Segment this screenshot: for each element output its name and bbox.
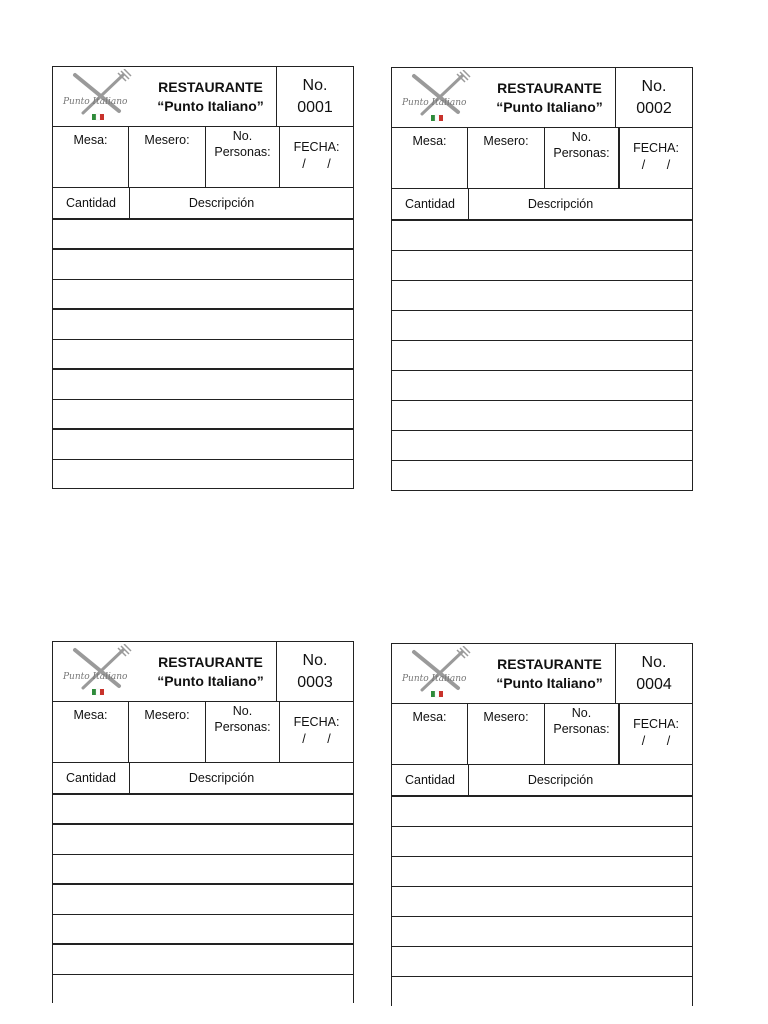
mesa-field[interactable] (53, 127, 129, 187)
ticket-info-row (392, 128, 692, 189)
restaurant-name (484, 644, 615, 703)
item-row[interactable] (392, 401, 692, 431)
mesa-field[interactable] (53, 702, 129, 762)
restaurant-title: RESTAURANTE (497, 655, 602, 672)
restaurant-subtitle: “Punto Italiano” (496, 674, 603, 691)
item-row[interactable] (53, 460, 353, 488)
ticket-number-label: No. (641, 77, 667, 95)
mesero-field[interactable] (129, 702, 206, 762)
personas-field[interactable] (206, 702, 279, 762)
ticket-number-label: No. (302, 651, 328, 669)
item-row[interactable] (392, 221, 692, 251)
ticket-header (392, 644, 692, 704)
restaurant-logo (392, 68, 484, 127)
restaurant-logo (392, 644, 484, 703)
ticket-info-row (53, 127, 353, 188)
personas-label-1: No. (571, 706, 592, 720)
item-row[interactable] (53, 975, 353, 1003)
items-header (53, 188, 353, 220)
item-row[interactable] (53, 220, 353, 250)
restaurant-name (484, 68, 615, 127)
ticket-number-box (276, 67, 353, 126)
item-row[interactable] (392, 461, 692, 490)
order-ticket (52, 641, 354, 1003)
item-row[interactable] (53, 340, 353, 370)
cantidad-header: Cantidad (53, 188, 130, 218)
item-row[interactable] (392, 311, 692, 341)
restaurant-subtitle: “Punto Italiano” (157, 97, 264, 114)
item-row[interactable] (53, 250, 353, 280)
order-ticket (391, 67, 693, 491)
ticket-header (53, 67, 353, 127)
items-header (392, 765, 692, 797)
fecha-slashes: / / (641, 734, 671, 748)
item-row[interactable] (392, 281, 692, 311)
ticket-info-row (392, 704, 692, 765)
fecha-field[interactable] (618, 704, 692, 764)
fecha-slashes: / / (641, 158, 671, 172)
svg-text:Punto Italiano: Punto Italiano (63, 97, 128, 107)
restaurant-title: RESTAURANTE (497, 79, 602, 96)
order-ticket (52, 66, 354, 489)
item-row[interactable] (392, 341, 692, 371)
item-row[interactable] (53, 370, 353, 400)
fecha-slashes: / / (302, 157, 331, 171)
personas-label-1: No. (571, 130, 592, 144)
item-row[interactable] (392, 251, 692, 281)
mesero-label: Mesero: (144, 133, 190, 147)
ticket-number: 0002 (636, 99, 672, 117)
personas-label-1: No. (232, 704, 253, 718)
restaurant-title: RESTAURANTE (158, 653, 263, 670)
fecha-field[interactable] (618, 128, 692, 188)
mesa-label: Mesa: (412, 710, 447, 724)
descripcion-header: Descripción (527, 197, 594, 211)
mesa-label: Mesa: (73, 133, 108, 147)
items-list (53, 795, 353, 1003)
item-row[interactable] (392, 887, 692, 917)
restaurant-logo (53, 642, 145, 701)
ticket-number-box (615, 644, 692, 703)
fecha-label: FECHA: (633, 717, 679, 731)
mesa-field[interactable] (392, 128, 468, 188)
cantidad-header: Cantidad (392, 189, 469, 219)
ticket-number: 0004 (636, 675, 672, 693)
mesero-field[interactable] (468, 128, 545, 188)
item-row[interactable] (392, 917, 692, 947)
fecha-slashes: / / (302, 732, 331, 746)
personas-field[interactable] (545, 128, 618, 188)
mesero-label: Mesero: (483, 710, 529, 724)
restaurant-name (145, 642, 276, 701)
ticket-header (392, 68, 692, 128)
item-row[interactable] (53, 310, 353, 340)
restaurant-logo (53, 67, 145, 126)
item-row[interactable] (53, 885, 353, 915)
ticket-header (53, 642, 353, 702)
restaurant-subtitle: “Punto Italiano” (496, 98, 603, 115)
item-row[interactable] (53, 945, 353, 975)
order-ticket (391, 643, 693, 1006)
ticket-number-label: No. (641, 653, 667, 671)
item-row[interactable] (53, 400, 353, 430)
item-row[interactable] (53, 825, 353, 855)
ticket-number-box (615, 68, 692, 127)
personas-label-2: Personas: (214, 720, 271, 734)
mesero-label: Mesero: (144, 708, 190, 722)
fecha-label: FECHA: (633, 141, 679, 155)
item-row[interactable] (392, 947, 692, 977)
items-list (392, 797, 692, 1006)
cantidad-header: Cantidad (53, 763, 130, 793)
item-row[interactable] (53, 280, 353, 310)
items-list (392, 221, 692, 490)
fecha-field[interactable] (279, 127, 353, 187)
fecha-field[interactable] (279, 702, 353, 762)
ticket-number-box (276, 642, 353, 701)
personas-field[interactable] (206, 127, 279, 187)
personas-field[interactable] (545, 704, 618, 764)
restaurant-title: RESTAURANTE (158, 78, 263, 95)
mesero-field[interactable] (468, 704, 545, 764)
item-row[interactable] (53, 430, 353, 460)
mesero-label: Mesero: (483, 134, 529, 148)
mesa-label: Mesa: (73, 708, 108, 722)
item-row[interactable] (53, 915, 353, 945)
svg-text:Punto Italiano: Punto Italiano (402, 98, 467, 108)
descripcion-header: Descripción (527, 773, 594, 787)
svg-text:Punto Italiano: Punto Italiano (402, 674, 467, 684)
ticket-number-label: No. (302, 76, 328, 94)
descripcion-header: Descripción (188, 771, 255, 785)
items-list (53, 220, 353, 488)
items-header (392, 189, 692, 221)
item-row[interactable] (53, 795, 353, 825)
ticket-info-row (53, 702, 353, 763)
restaurant-subtitle: “Punto Italiano” (157, 672, 264, 689)
ticket-number: 0001 (297, 98, 333, 116)
restaurant-name (145, 67, 276, 126)
personas-label-1: No. (232, 129, 253, 143)
mesa-field[interactable] (392, 704, 468, 764)
fecha-label: FECHA: (293, 715, 340, 729)
mesa-label: Mesa: (412, 134, 447, 148)
personas-label-2: Personas: (553, 722, 610, 736)
ticket-number: 0003 (297, 673, 333, 691)
cantidad-header: Cantidad (392, 765, 469, 795)
descripcion-header: Descripción (188, 196, 255, 210)
personas-label-2: Personas: (214, 145, 271, 159)
item-row[interactable] (392, 857, 692, 887)
personas-label-2: Personas: (553, 146, 610, 160)
mesero-field[interactable] (129, 127, 206, 187)
item-row[interactable] (392, 827, 692, 857)
item-row[interactable] (392, 797, 692, 827)
item-row[interactable] (392, 431, 692, 461)
item-row[interactable] (53, 855, 353, 885)
item-row[interactable] (392, 977, 692, 1006)
fecha-label: FECHA: (293, 140, 340, 154)
items-header (53, 763, 353, 795)
item-row[interactable] (392, 371, 692, 401)
svg-text:Punto Italiano: Punto Italiano (63, 672, 128, 682)
